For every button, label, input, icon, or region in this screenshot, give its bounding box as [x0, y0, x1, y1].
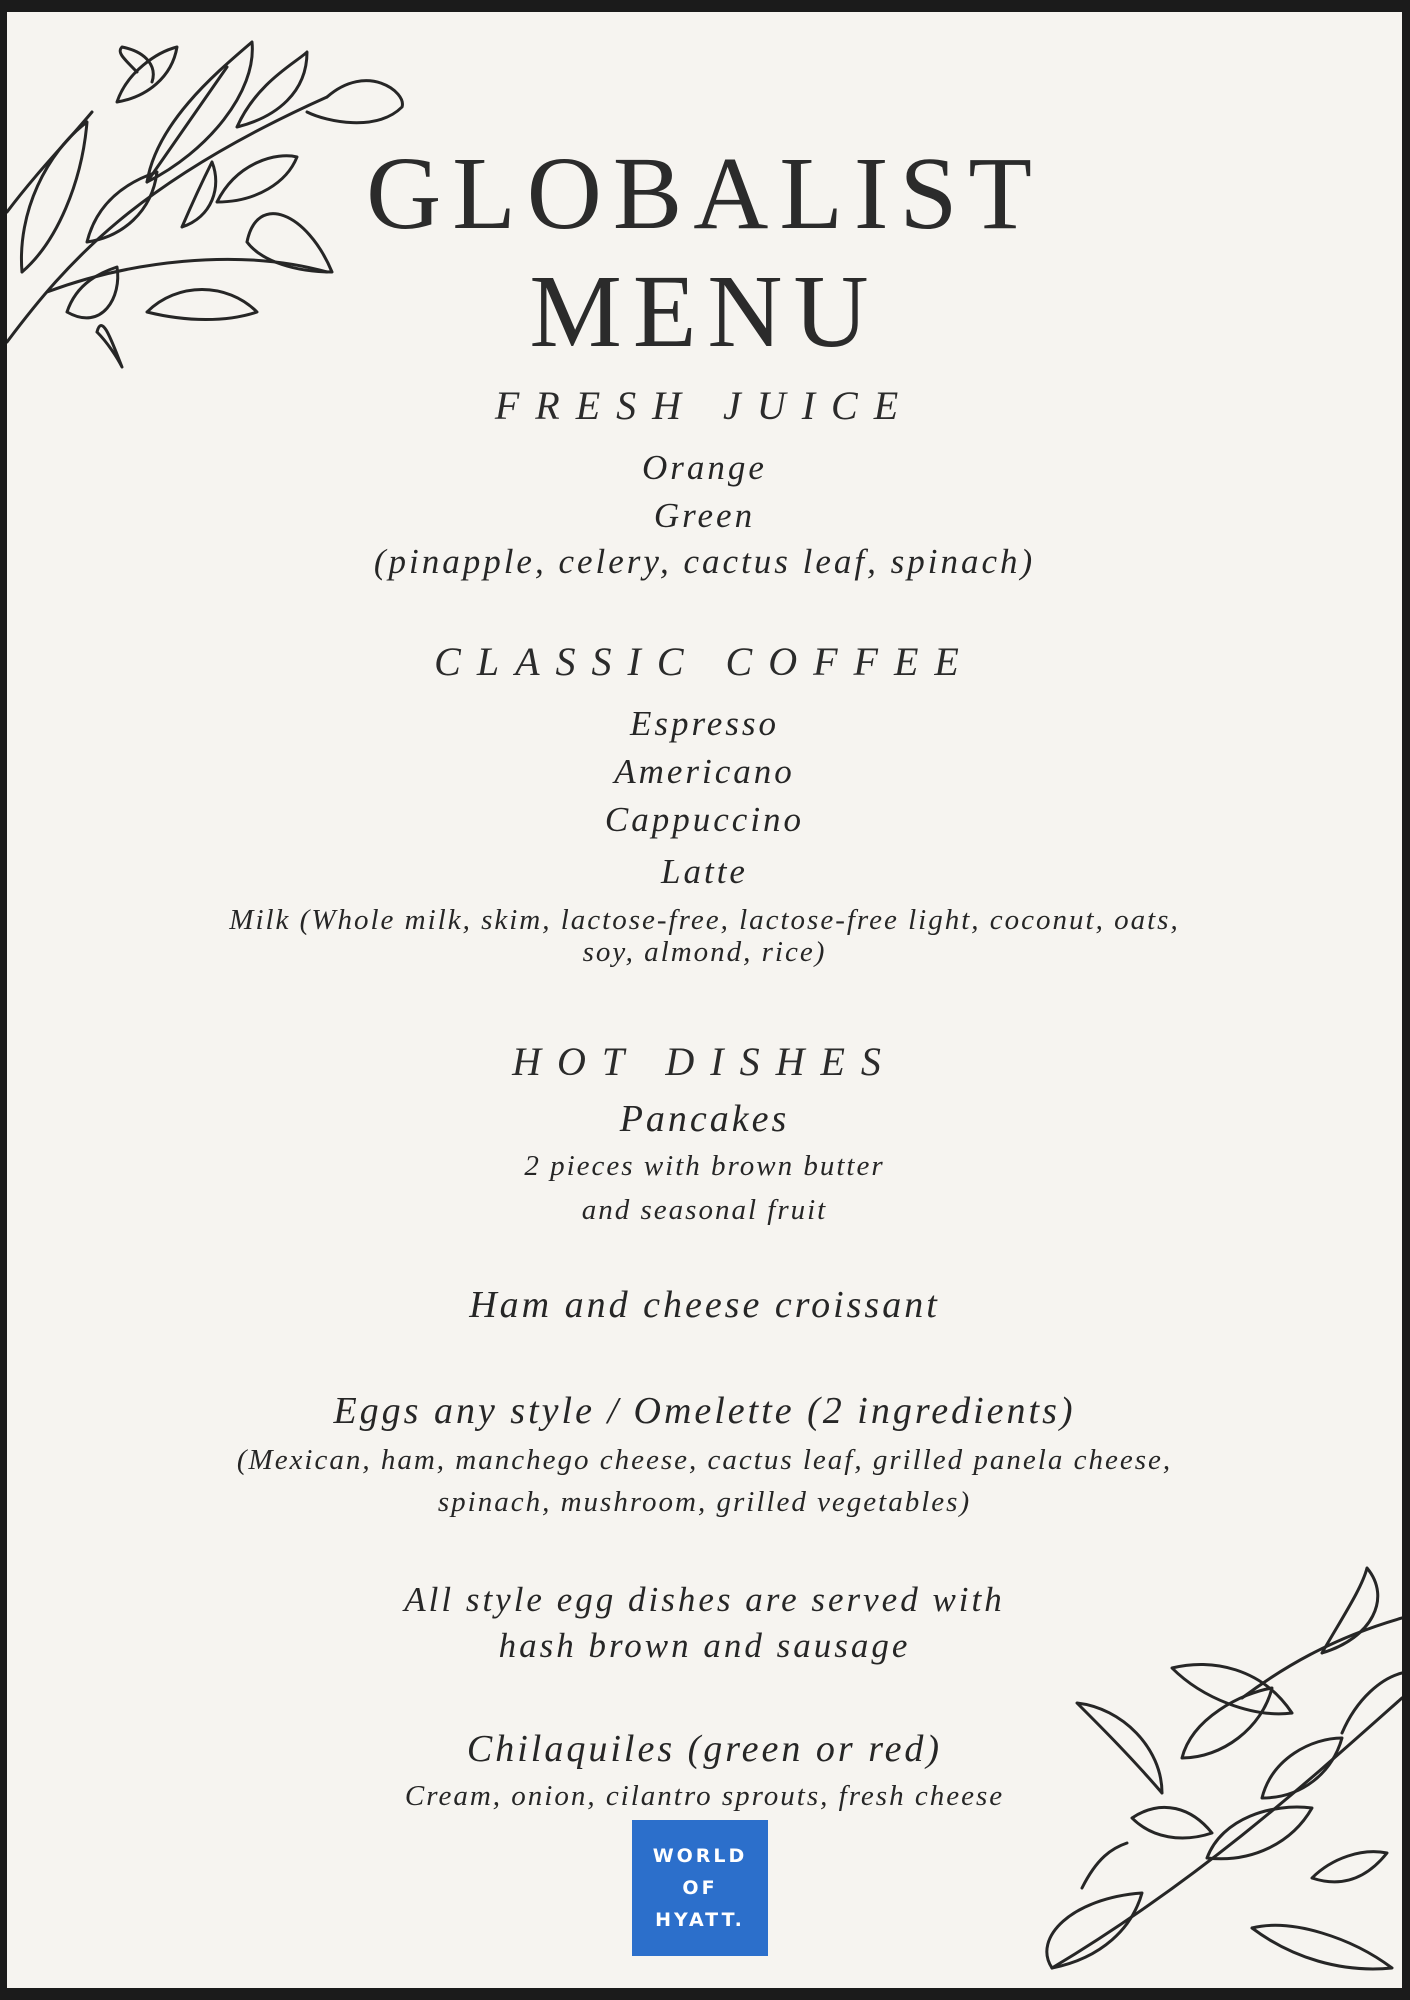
section-heading-hot-dishes: HOT DISHES — [512, 1039, 897, 1084]
egg-dishes-note-line1: All style egg dishes are served with — [404, 1580, 1005, 1619]
logo-line3: HYATT. — [655, 1909, 745, 1931]
menu-page — [7, 12, 1402, 1988]
menu-item-cappuccino: Cappuccino — [604, 800, 805, 839]
menu-item-ham-cheese-croissant: Ham and cheese croissant — [469, 1284, 940, 1326]
menu-item-americano: Americano — [614, 752, 795, 791]
pancakes-description-line2: and seasonal fruit — [581, 1194, 828, 1226]
milk-options-line1: Milk (Whole milk, skim, lactose-free, lactose-free light, coconut, oats, — [229, 904, 1180, 936]
omelette-ingredients-line1: (Mexican, ham, manchego cheese, cactus leaf, grilled panela cheese, — [236, 1444, 1173, 1476]
section-heading-fresh-juice: FRESH JUICE — [494, 383, 915, 428]
green-juice-ingredients: (pinapple, celery, cactus leaf, spinach) — [373, 542, 1036, 581]
omelette-ingredients-line2: spinach, mushroom, grilled vegetables) — [437, 1486, 972, 1518]
menu-item-eggs-omelette: Eggs any style / Omelette (2 ingredients) — [333, 1390, 1076, 1432]
menu-item-pancakes: Pancakes — [619, 1098, 790, 1140]
logo-line1: WORLD — [652, 1845, 748, 1867]
egg-dishes-note-line2: hash brown and sausage — [498, 1626, 911, 1665]
menu-item-green: Green — [653, 496, 756, 535]
menu-title-line1: GLOBALIST — [366, 136, 1043, 251]
logo-line2: OF — [682, 1877, 718, 1899]
menu-item-orange: Orange — [642, 448, 767, 487]
menu-title-line2: MENU — [529, 254, 880, 369]
leaf-branch-icon — [1012, 1558, 1402, 1988]
section-heading-classic-coffee: CLASSIC COFFEE — [434, 639, 975, 684]
menu-item-latte: Latte — [661, 852, 748, 891]
pancakes-description-line1: 2 pieces with brown butter — [524, 1150, 885, 1182]
world-of-hyatt-logo — [632, 1820, 768, 1956]
milk-options-line2: soy, almond, rice) — [582, 936, 827, 968]
chilaquiles-description: Cream, onion, cilantro sprouts, fresh cheese — [404, 1780, 1005, 1812]
menu-item-chilaquiles: Chilaquiles (green or red) — [466, 1728, 943, 1770]
menu-item-espresso: Espresso — [629, 704, 780, 743]
